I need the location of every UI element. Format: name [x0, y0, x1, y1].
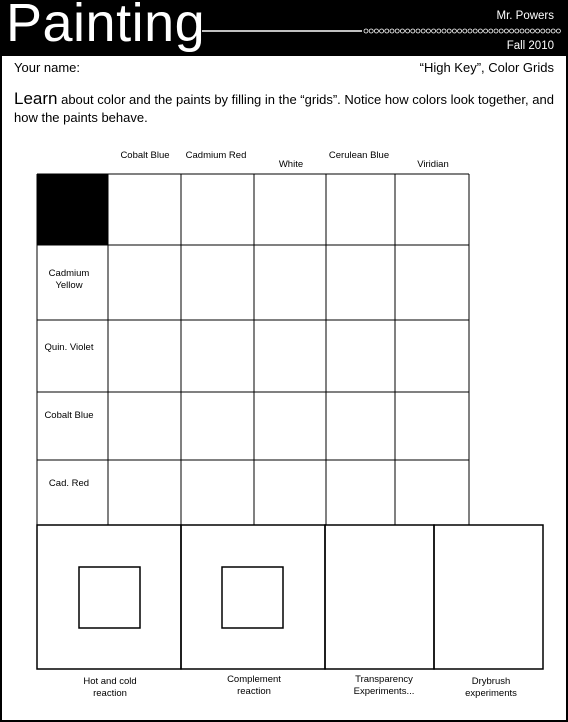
inner-square-complement	[222, 567, 283, 628]
column-header-cobalt-blue: Cobalt Blue	[120, 150, 170, 161]
assignment-title: “High Key”, Color Grids	[419, 60, 554, 75]
caption-complement: Complement reaction	[227, 674, 281, 697]
row-header-cobalt-blue: Cobalt Blue	[44, 410, 94, 421]
inner-square-hot-cold	[79, 567, 140, 628]
column-header-white: White	[278, 159, 304, 170]
instructions-lead: Learn	[14, 89, 58, 108]
instructions-text: about color and the paints by filling in the “grids”. Notice how colors look together, and how the paints behave.	[14, 92, 554, 125]
experiment-box-drybrush	[434, 525, 543, 669]
column-header-viridian: Viridian	[417, 159, 449, 170]
experiment-box-hot-cold	[37, 525, 181, 669]
corner-cell-filled	[37, 174, 108, 245]
caption-transparency: Transparency Experiments...	[353, 674, 415, 697]
row-header-cad-red: Cad. Red	[48, 478, 90, 489]
term-label: Fall 2010	[506, 40, 554, 52]
color-grid	[2, 2, 566, 720]
column-header-cadmium-red: Cadmium Red	[185, 150, 247, 161]
instructor-name: Mr. Powers	[496, 10, 554, 22]
name-field-label: Your name:	[14, 60, 81, 75]
experiment-box-complement	[181, 525, 325, 669]
row-header-quin-violet: Quin. Violet	[44, 342, 94, 353]
experiment-box-transparency	[325, 525, 434, 669]
row-header-cadmium-yellow: Cadmium Yellow	[48, 268, 90, 291]
caption-hot-cold: Hot and cold reaction	[83, 676, 137, 699]
caption-drybrush: Drybrush experiments	[465, 676, 517, 699]
column-header-cerulean-blue: Cerulean Blue	[328, 150, 390, 161]
experiment-boxes	[37, 525, 543, 669]
page-title: Painting	[6, 0, 206, 53]
